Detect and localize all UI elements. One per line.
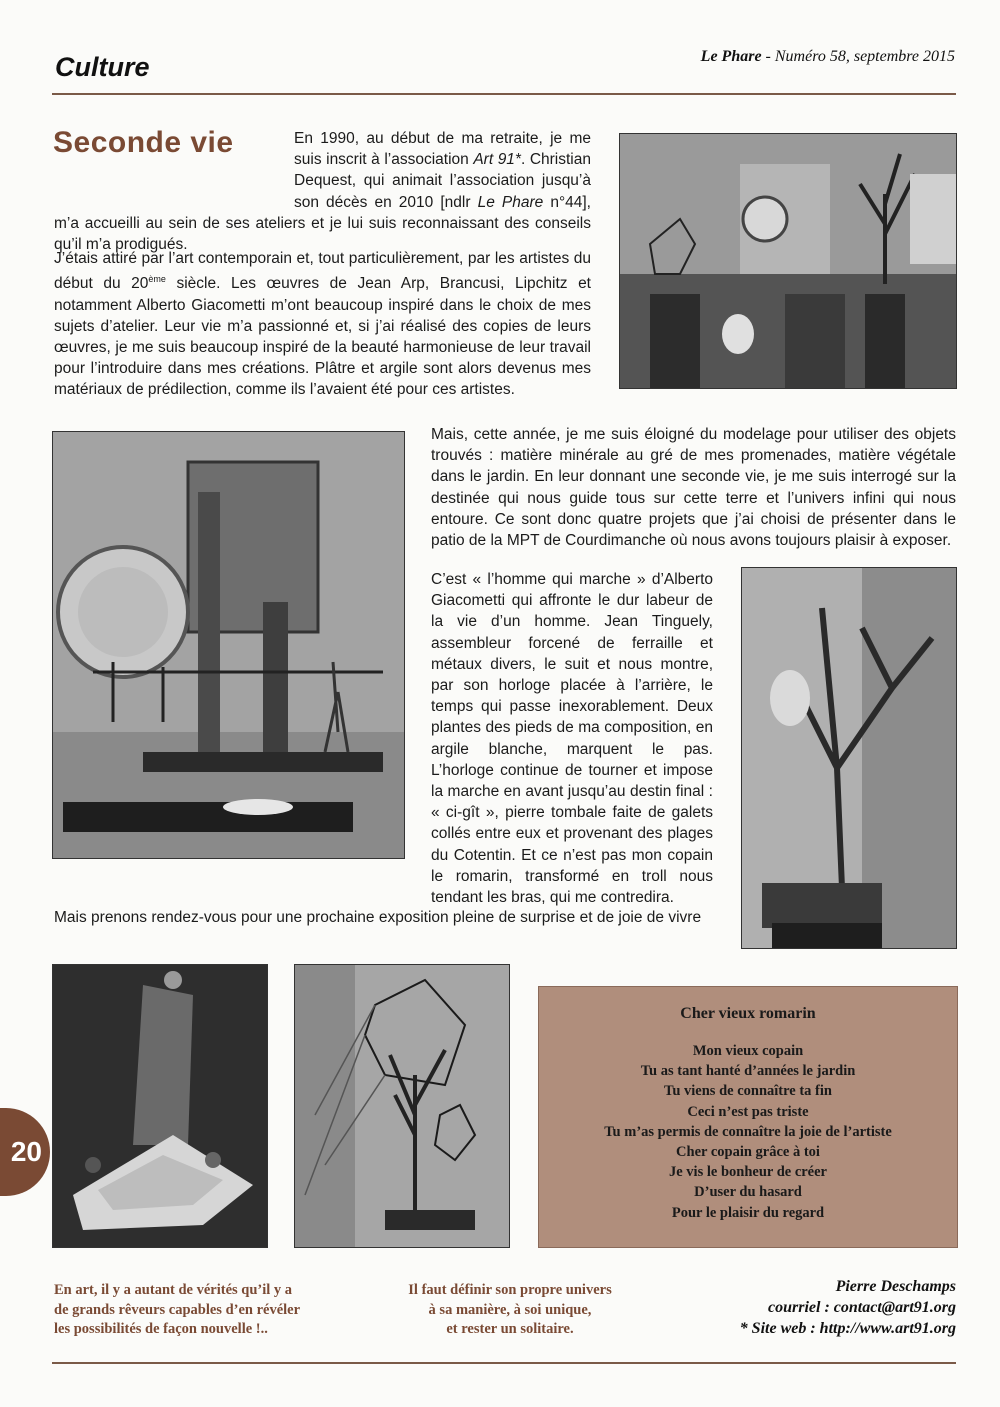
p2-text-b: siècle. Les œuvres de Jean Arp, Brancusi, Lipchitz et notamment Alberto Giacometti m’ont beaucoup inspiré dans le choix de mes sujets d’atelier. Leur vie m’a passionné et, si j’ai réalisé des copies de leurs œuvres, je me suis beaucoup inspiré de la beauté harmonieuse de leur travail pour l’introduire dans mes créations. Plâtre et argile sont alors devenus mes matériaux de prédilection, comme ils l’avaient été pour ces artistes. bbox=[54, 275, 591, 399]
poem-title: Cher vieux romarin bbox=[680, 1005, 816, 1022]
p2-sup: ème bbox=[148, 274, 166, 285]
quote-center-line: Il faut définir son propre univers bbox=[408, 1282, 612, 1298]
publication-name: Le Phare bbox=[700, 48, 762, 65]
header-rule bbox=[52, 93, 956, 95]
photo-exhibition bbox=[619, 133, 957, 389]
poem-box bbox=[538, 986, 958, 1248]
photo-wire-tree bbox=[294, 964, 510, 1248]
poem-line: Cher copain grâce à toi bbox=[676, 1144, 820, 1161]
paragraph-1 bbox=[54, 128, 591, 255]
article-title: Seconde vie bbox=[53, 126, 234, 159]
author-email[interactable]: courriel : contact@art91.org bbox=[768, 1299, 956, 1316]
quote-center bbox=[390, 1281, 630, 1340]
footer-rule bbox=[52, 1362, 956, 1364]
p2-text-a: J’étais attiré par l’art contemporain et, tout particulièrement, par les artistes du début du 20 bbox=[54, 250, 591, 293]
p1-text-c: n°44], m’a accueilli au sein de ses ateliers et je lui suis reconnaissant des conseils qu’il m’a prodigués. bbox=[54, 193, 591, 254]
issue-info bbox=[701, 48, 955, 66]
photo-rosemary-troll bbox=[741, 567, 957, 949]
issue-number: - Numéro 58, septembre 2015 bbox=[765, 48, 955, 65]
quote-center-line: à sa manière, à soi unique, bbox=[428, 1301, 592, 1318]
quote-left-line: de grands rêveurs capables d’en révéler bbox=[54, 1301, 301, 1318]
paragraph-3: Mais, cette année, je me suis éloigné du modelage pour utiliser des objets trouvés : matière minérale au gré de mes promenades, matière végétale dans le jardin. En leur donnant une seconde vie, je me suis interrogé sur la destinée qui nous guide tous sur cette terre et l’univers infini qui nous entoure. Ce sont donc quatre projets que j’ai choisi de présenter dans le patio de la MPT de Courdimanche où nous avons toujours plaisir à exposer. bbox=[431, 426, 956, 550]
paragraph-2 bbox=[54, 248, 591, 401]
quote-left bbox=[54, 1281, 354, 1340]
poem-line: D’user du hasard bbox=[694, 1184, 802, 1201]
p1-text-a: En 1990, au début de ma retraite, je me suis inscrit à l’association bbox=[294, 130, 591, 169]
p1-text-b: . Christian Dequest, qui animait l’association jusqu’à son décès en 2010 [ndlr bbox=[294, 151, 591, 211]
photo-stele bbox=[52, 964, 268, 1248]
poem-line: Pour le plaisir du regard bbox=[671, 1204, 825, 1221]
quote-left-line: les possibilités de façon nouvelle !.. bbox=[54, 1321, 268, 1337]
poem-line: Tu m’as permis de connaître la joie de l’artiste bbox=[604, 1123, 892, 1140]
paragraph-5: Mais prenons rendez-vous pour une prochaine exposition pleine de surprise et de joie de vivre bbox=[54, 909, 702, 926]
poem-line: Je vis le bonheur de créer bbox=[669, 1164, 827, 1181]
poem-line: Mon vieux copain bbox=[692, 1043, 804, 1059]
poem-line: Tu as tant hanté d’années le jardin bbox=[640, 1063, 856, 1080]
author-website[interactable]: * Site web : http://www.art91.org bbox=[739, 1320, 956, 1337]
quote-left-line: En art, il y a autant de vérités qu’il y a bbox=[54, 1282, 293, 1298]
p1-art91: Art 91* bbox=[473, 151, 521, 169]
p1-le-phare: Le Phare bbox=[477, 193, 544, 211]
paragraph-4: C’est « l’homme qui marche » d’Alberto Giacometti qui affronte le dur labeur de la vie d’un homme. Jean Tinguely, assembleur forcené de ferraille et métaux divers, le suit et nous montre, par son horloge placée à l’arrière, le temps qui passe inexorablement. Deux plantes des pieds de ma composition, en argile blanche, marquent le pas. L’horloge continue de tourner et impose la marche en avant jusqu’au destin final : « ci-gît », pierre tombale faite de galets collés entre eux et provenant des plages du Cotentin. Et ce n’est pas mon copain le romarin, transformé en troll nous tendant les bras, qui me contredira. bbox=[431, 571, 713, 907]
poem-lines bbox=[539, 1041, 957, 1223]
section-title: Culture bbox=[55, 52, 150, 82]
page-number-badge: 20 bbox=[0, 1108, 50, 1196]
author-name: Pierre Deschamps bbox=[835, 1278, 956, 1295]
photo-composition bbox=[52, 431, 405, 859]
quote-center-line: et rester un solitaire. bbox=[446, 1321, 574, 1337]
poem-line: Tu viens de connaître ta fin bbox=[664, 1083, 832, 1100]
signature-block bbox=[740, 1276, 956, 1339]
poem-line: Ceci n’est pas triste bbox=[687, 1103, 809, 1120]
